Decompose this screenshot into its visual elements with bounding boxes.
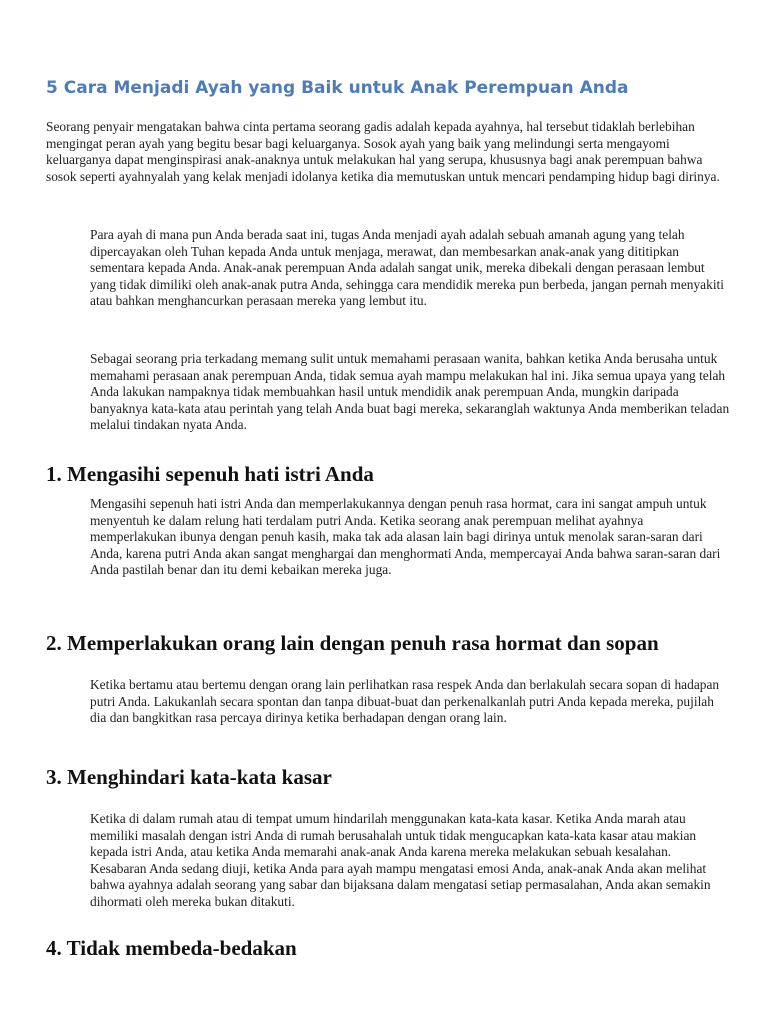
section-heading-3: 3. Menghindari kata-kata kasar <box>46 765 332 789</box>
section-heading-2: 2. Memperlakukan orang lain dengan penuh rasa hormat dan sopan <box>46 631 659 655</box>
article-title: 5 Cara Menjadi Ayah yang Baik untuk Anak Perempuan Anda <box>46 78 629 98</box>
section-body-3: Ketika di dalam rumah atau di tempat umum hindarilah menggunakan kata-kata kasar. Ketika Anda marah atau memiliki masalah dengan istri Anda di rumah berusahalah untuk tidak mengucapkan kata-kata kasar atau makian kepada istri Anda, atau ketika Anda memarahi anak-anak Anda karena mereka melakukan sebuah kesalahan. Kesabaran Anda sedang diuji, ketika Anda para ayah mampu mengatasi emosi Anda, anak-anak Anda akan melihat bahwa ayahnya adalah seorang yang sabar dan bijaksana dalam mengatasi setiap permasalahan, Anda akan semakin dihormati oleh mereka bukan ditakuti. <box>90 811 711 909</box>
quote-paragraph-1: Para ayah di mana pun Anda berada saat ini, tugas Anda menjadi ayah adalah sebuah amanah agung yang telah dipercayakan oleh Tuhan kepada Anda untuk menjaga, merawat, dan membesarkan anak-anak yang dititipkan sementara kepada Anda. Anak-anak perempuan Anda adalah sangat unik, mereka dibekali dengan perasaan lembut yang tidak dimiliki oleh anak-anak putra Anda, sehingga cara mendidik mereka pun berbeda, jangan pernah menyakiti atau bahkan menghancurkan perasaan mereka yang lembut itu. <box>90 227 724 309</box>
section-body-2: Ketika bertamu atau bertemu dengan orang lain perlihatkan rasa respek Anda dan berlakulah secara sopan di hadapan putri Anda. Lakukanlah secara spontan dan tanpa dibuat-buat dan perkenalkanlah putri Anda kepada mereka, pujilah dia dan bangkitkan rasa percaya dirinya ketika berhadapan dengan orang lain. <box>90 677 720 726</box>
intro-paragraph: Seorang penyair mengatakan bahwa cinta pertama seorang gadis adalah kepada ayahnya, hal tersebut tidaklah berlebihan mengingat peran ayah yang begitu besar bagi keluarganya. Sosok ayah yang baik yang melindungi serta mengayomi keluarganya dapat menginspirasi anak-anaknya untuk melakukan hal yang serupa, khususnya bagi anak perempuan bahwa sosok seperti ayahnyalah yang kelak menjadi idolanya ketika dia memutuskan untuk mencari pendamping hidup bagi dirinya. <box>46 119 720 184</box>
quote-paragraph-2: Sebagai seorang pria terkadang memang sulit untuk memahami perasaan wanita, bahkan ketika Anda berusaha untuk memahami perasaan anak perempuan Anda, tidak semua ayah mampu melakukan hal ini. Jika semua upaya yang telah Anda lakukan nampaknya tidak membuahkan hasil untuk mendidik anak perempuan Anda, mungkin daripada banyaknya kata-kata atau perintah yang telah Anda buat bagi mereka, sekaranglah waktunya Anda memberikan teladan melalui tindakan nyata Anda. <box>90 351 730 433</box>
section-heading-4: 4. Tidak membeda-bedakan <box>46 936 297 960</box>
section-heading-1: 1. Mengasihi sepenuh hati istri Anda <box>46 462 374 486</box>
section-body-1: Mengasihi sepenuh hati istri Anda dan memperlakukannya dengan penuh rasa hormat, cara ini sangat ampuh untuk menyentuh ke dalam relung hati terdalam putri Anda. Ketika seorang anak perempuan melihat ayahnya memperlakukan ibunya dengan penuh kasih, maka tak ada alasan lain bagi dirinya untuk menolak saran-saran dari Anda, karena putri Anda akan sangat menghargai dan menghormati Anda, mempercayai Anda bahwa saran-saran dari Anda pastilah benar dan itu demi kebaikan mereka juga. <box>90 496 721 578</box>
